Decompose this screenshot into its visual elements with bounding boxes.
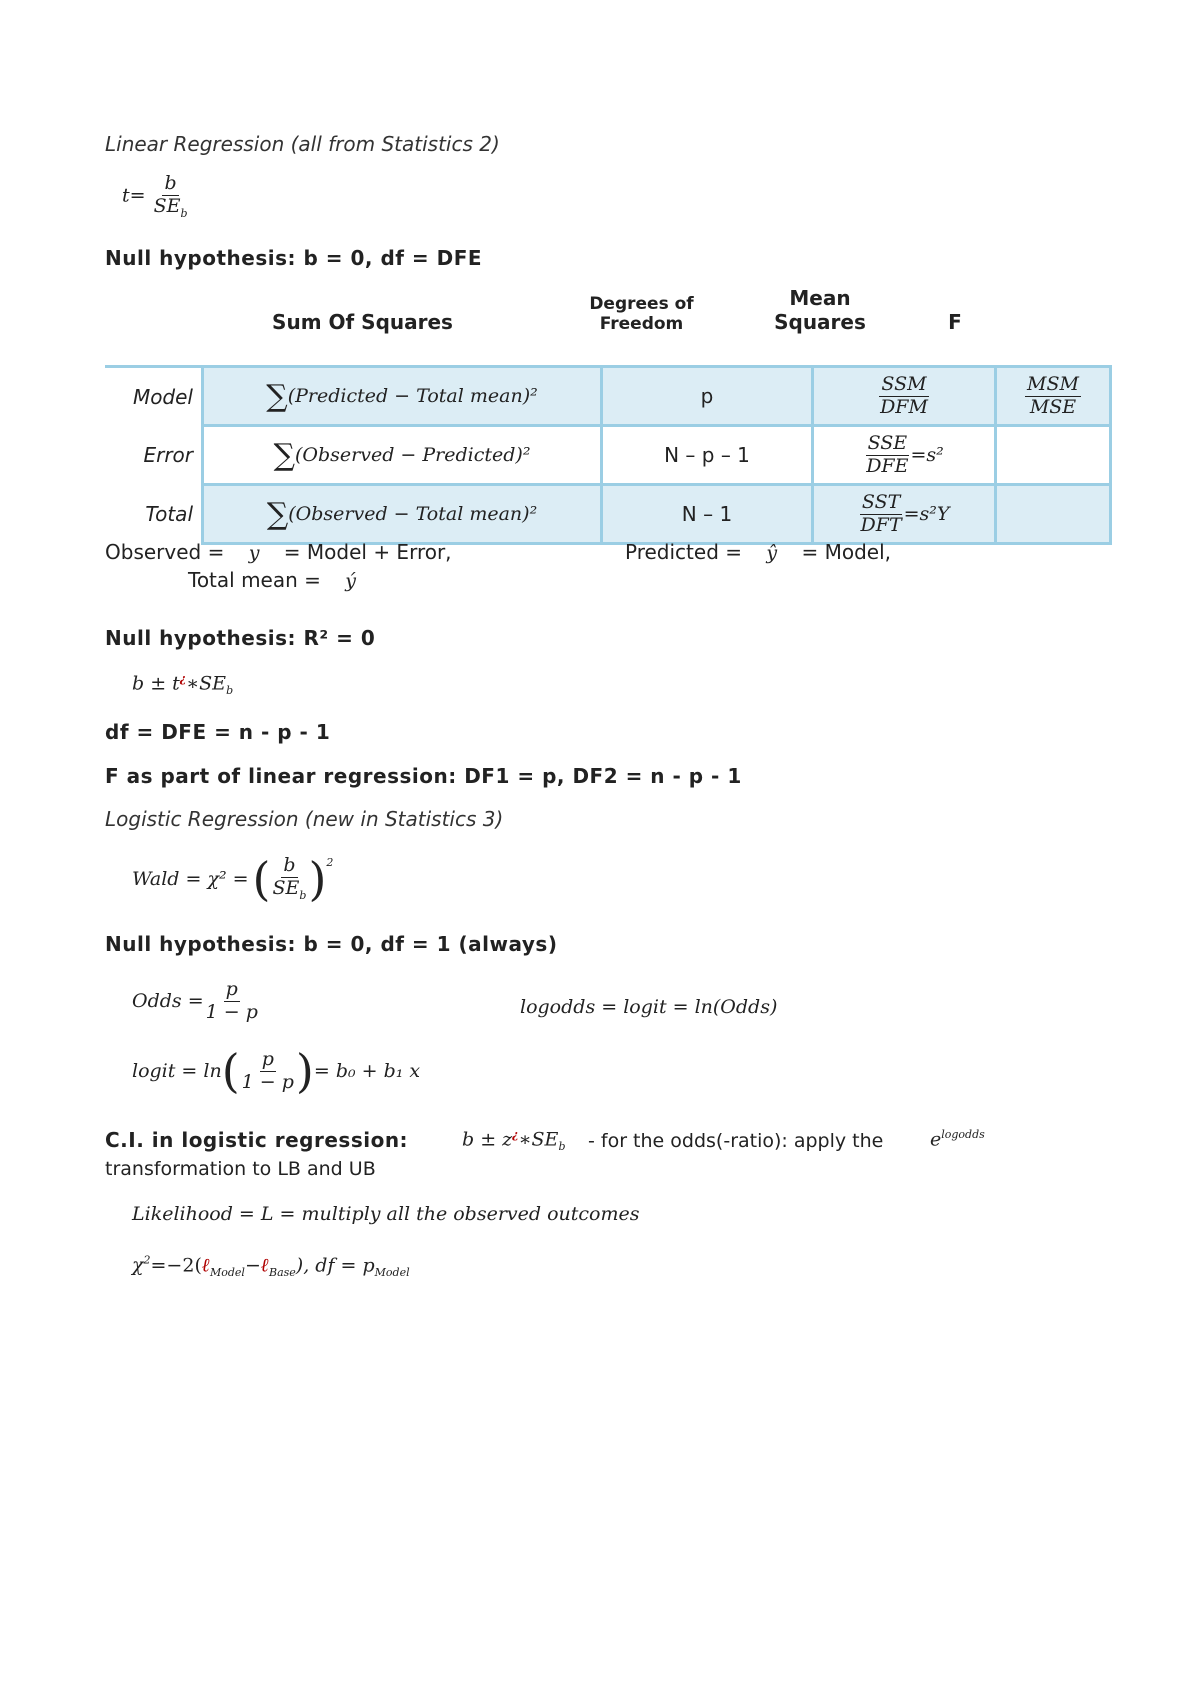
ci-logistic-sub: b <box>558 1140 566 1154</box>
ci-logistic-lhs: b ± z <box>462 1128 513 1151</box>
ss-inner: Observed − Predicted <box>302 443 516 466</box>
table-row <box>105 367 1111 426</box>
paren-left-icon: ( <box>252 852 271 906</box>
ms-den: DFT <box>860 513 902 536</box>
linear-regression-title: Linear Regression (all from Statistics 2) <box>105 132 500 156</box>
cell-ss-total: ∑(Observed − Total mean)² <box>203 485 602 544</box>
f-den: MSE <box>1029 395 1077 418</box>
ms-den: DFE <box>866 454 909 477</box>
sigma-icon: ∑ <box>266 496 289 532</box>
null-hypothesis-3: Null hypothesis: b = 0, df = 1 (always) <box>105 932 558 956</box>
logit-den: 1 − p <box>241 1070 294 1093</box>
paren-right-icon: ) <box>295 1044 314 1098</box>
observed-symbol: y <box>248 542 260 564</box>
wald-num: b <box>283 854 296 877</box>
ci-linear-sup: ¿ <box>179 672 187 685</box>
chi-mid: ), df = p <box>295 1254 375 1277</box>
ms-suffix: =s²Y <box>903 502 950 525</box>
paren-left-icon: ( <box>221 1044 240 1098</box>
ci-logistic-text2: transformation to LB and UB <box>105 1158 376 1180</box>
null-hypothesis-1: Null hypothesis: b = 0, df = DFE <box>105 246 483 270</box>
cell-ms-total <box>813 485 996 544</box>
header-df-line2: Freedom <box>599 314 684 334</box>
ms-den: DFM <box>880 395 928 418</box>
logit-rhs: = b₀ + b₁ x <box>313 1060 421 1082</box>
observed-note <box>105 540 452 564</box>
predicted-label: Predicted = <box>625 540 743 564</box>
ms-suffix: =s² <box>910 443 944 466</box>
header-sum-of-squares: Sum Of Squares <box>272 310 453 334</box>
ss-inner: Predicted − Total mean <box>295 384 523 407</box>
ell-model: ℓ <box>201 1254 210 1277</box>
t-lhs: t= <box>122 184 146 207</box>
logit-fraction <box>240 1047 296 1093</box>
ci-logistic-formula <box>462 1128 565 1153</box>
f-num: MSM <box>1027 372 1079 395</box>
t-numerator: b <box>164 172 177 194</box>
ci-logistic-label: C.I. in logistic regression: <box>105 1128 409 1152</box>
logit-lhs: logit = ln <box>132 1060 222 1082</box>
predicted-rest: = Model, <box>801 540 891 564</box>
cell-ms-model <box>813 367 996 426</box>
t-formula <box>122 174 190 219</box>
ci-linear-se: ∗SE <box>186 672 227 695</box>
odds-formula <box>132 980 260 1023</box>
logistic-regression-title: Logistic Regression (new in Statistics 3) <box>105 807 504 831</box>
df-line: df = DFE = n - p - 1 <box>105 720 331 744</box>
wald-lhs: Wald = χ² = <box>132 868 249 890</box>
wald-formula <box>132 852 333 906</box>
logit-num: p <box>261 1047 274 1070</box>
odds-lhs: Odds = <box>132 990 204 1013</box>
ci-linear-lhs: b ± t <box>132 672 180 695</box>
wald-fraction <box>271 856 309 901</box>
row-label-total: Total <box>105 485 203 544</box>
ell-base-sub: Base <box>269 1266 296 1280</box>
row-label-text: Model <box>132 384 193 409</box>
odds-den: 1 − p <box>205 1000 258 1023</box>
ms-num: SST <box>861 490 901 513</box>
table-row <box>105 426 1111 485</box>
wald-den: SE <box>272 877 300 900</box>
wald-square: 2 <box>326 856 334 869</box>
predicted-symbol: ŷ <box>766 542 778 564</box>
total-mean-label: Total mean = <box>188 568 321 592</box>
odds-num: p <box>225 978 238 1000</box>
t-fraction <box>152 174 190 219</box>
likelihood-formula: Likelihood = L = multiply all the observed outcomes <box>132 1203 640 1225</box>
ms-num: SSE <box>867 431 908 454</box>
header-ms-line2: Squares <box>774 310 866 334</box>
exp-sup: logodds <box>941 1128 985 1141</box>
exp-base: e <box>930 1128 942 1151</box>
header-ms-line1: Mean <box>789 286 851 310</box>
ms-num: SSM <box>881 372 927 395</box>
ci-linear-sub: b <box>226 684 234 698</box>
sigma-icon: ∑ <box>266 378 288 414</box>
observed-rest: = Model + Error, <box>283 540 452 564</box>
header-f: F <box>948 310 962 334</box>
ci-logistic-sup: ¿ <box>512 1128 519 1141</box>
chi-sup: 2 <box>143 1254 151 1267</box>
logit-formula <box>132 1044 420 1098</box>
cell-ss-error: ∑(Observed − Predicted)² <box>203 426 602 485</box>
null-hypothesis-2: Null hypothesis: R² = 0 <box>105 626 376 650</box>
logodds-formula: logodds = logit = ln(Odds) <box>520 996 778 1018</box>
table-row <box>105 485 1111 544</box>
odds-fraction <box>204 980 260 1023</box>
paren-right-icon: ) <box>308 852 327 906</box>
ci-logistic-text: - for the odds(-ratio): apply the <box>588 1130 884 1152</box>
cell-f-total <box>996 485 1111 544</box>
total-mean-symbol: ý <box>345 570 356 592</box>
wald-den-sub: b <box>299 889 307 903</box>
sigma-icon: ∑ <box>273 437 295 473</box>
exp-logodds <box>930 1128 985 1150</box>
cell-ms-error <box>813 426 996 485</box>
cell-f-model <box>996 367 1111 426</box>
predicted-note <box>625 540 891 564</box>
df-model-sub: Model <box>374 1266 410 1280</box>
cell-f-error <box>996 426 1111 485</box>
cell-ss-model: ∑(Predicted − Total mean)² <box>203 367 602 426</box>
ell-base: ℓ <box>260 1254 269 1277</box>
header-mean-squares <box>742 286 898 334</box>
cell-df-model: p <box>602 367 813 426</box>
cell-df-total: N – 1 <box>602 485 813 544</box>
observed-label: Observed = <box>105 540 225 564</box>
row-label-error: Error <box>105 426 203 485</box>
ell-model-sub: Model <box>209 1266 245 1280</box>
cell-df-error: N – p – 1 <box>602 426 813 485</box>
header-df-line1: Degrees of <box>589 294 694 314</box>
f-linear-line: F as part of linear regression: DF1 = p, DF2 = n - p - 1 <box>105 764 742 788</box>
anova-table <box>105 365 1112 545</box>
t-den-sub: b <box>180 206 188 220</box>
chi-square-formula: $\chi^2=-2(\ell_{Model}-\ell_{Base})$, df = $p_{Model}$ <box>132 1254 410 1280</box>
ci-logistic-se: ∗SE <box>518 1128 559 1151</box>
ss-inner: Observed − Total mean <box>295 502 523 525</box>
ci-linear-formula <box>132 672 233 697</box>
row-label-model <box>105 367 203 426</box>
total-mean-note <box>188 568 356 592</box>
t-denominator: SE <box>153 194 181 217</box>
header-degrees-freedom <box>545 294 738 334</box>
